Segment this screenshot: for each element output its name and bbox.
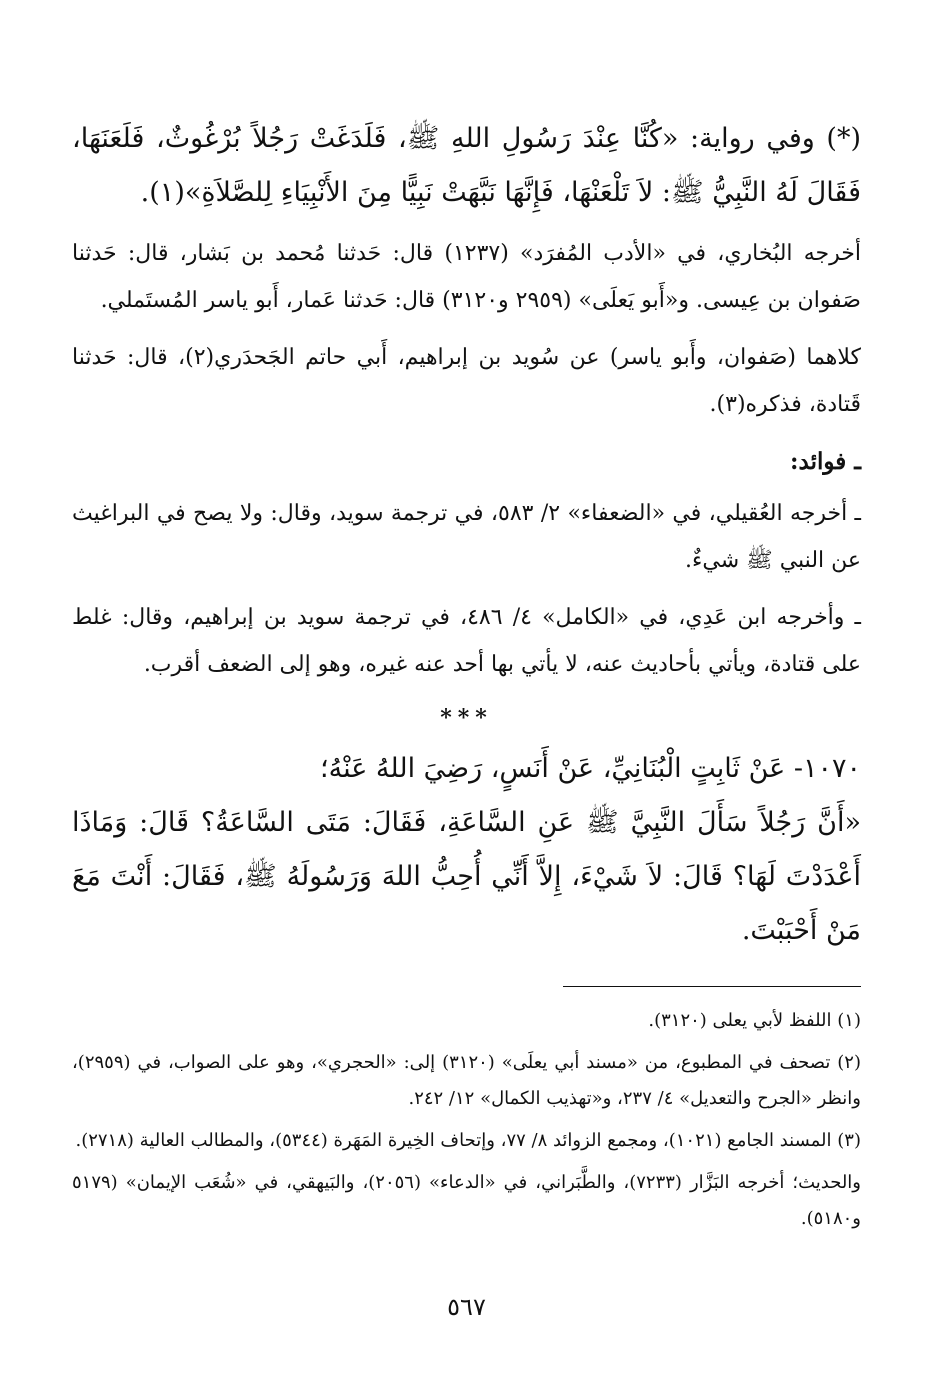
narration-variant: (*) وفي رواية: «كُنَّا عِنْدَ رَسُولِ اللهِ ﷺ، فَلَدَغَتْ رَجُلاً بُرْغُوثٌ، فَلَعَنَهَا، فَقَالَ لَهُ النَّبِيُّ ﷺ: لاَ تَلْعَنْهَا، فَإِنَّهَا نَبَّهَتْ نَبِيًّا مِنَ الأَنْبِيَاءِ لِلصَّلاَةِ»(١). bbox=[72, 123, 861, 208]
page-number: ٥٦٧ bbox=[447, 1293, 486, 1321]
footnote-divider bbox=[563, 986, 861, 987]
fawaid-item: ـ وأخرجه ابن عَدِي، في «الكامل» ٤/ ٤٨٦، في ترجمة سويد بن إبراهيم، وقال: غلط على قتادة، ويأتي بأحاديث عنه، لا يأتي بها أحد عنه غيره، وهو إلى الضعف أقرب. bbox=[72, 605, 861, 677]
footnote: (٢) تصحف في المطبوع، من «مسند أبي يعلَى» (٣١٢٠) إلى: «الحجري»، وهو على الصواب، في (٢٩٥٩)، وانظر «الجرح والتعديل» ٤/ ٢٣٧، و«تهذيب الكمال» ١٢/ ٢٤٢. bbox=[72, 1052, 861, 1109]
isnad-paragraph: كلاهما (صَفوان، وأَبو ياسر) عن سُويد بن إبراهيم، أَبي حاتم الجَحدَري(٢)، قال: حَدثنا قَتادة، فذكره(٣). bbox=[72, 345, 861, 417]
hadith-text: «أَنَّ رَجُلاً سَأَلَ النَّبِيَّ ﷺ عَنِ السَّاعَةِ، فَقَالَ: مَتَى السَّاعَةُ؟ قَالَ: وَمَاذَا أَعْدَدْتَ لَهَا؟ قَالَ: لاَ شَيْءَ، إِلاَّ أَنِّي أُحِبُّ اللهَ وَرَسُولَهُ ﷺ، فَقَالَ: أَنْتَ مَعَ مَنْ أَحْبَبْتَ. bbox=[72, 807, 861, 946]
fawaid-heading: ـ فوائد: bbox=[790, 448, 861, 475]
section-separator: *** bbox=[440, 705, 493, 731]
fawaid-item: ـ أخرجه العُقيلي، في «الضعفاء» ٢/ ٥٨٣، في ترجمة سويد، وقال: ولا يصح في البراغيث عن النبي ﷺ شيءٌ. bbox=[72, 501, 862, 573]
footnote: (٣) المسند الجامع (١٠٢١)، ومجمع الزوائد ٨/ ٧٧، وإتحاف الخِيرة المَهَرة (٥٣٤٤)، والمطالب العالية (٢٧١٨). bbox=[75, 1130, 861, 1151]
takhrij-paragraph: أخرجه البُخاري، في «الأدب المُفرَد» (١٢٣٧) قال: حَدثنا مُحمد بن بَشار، قال: حَدثنا صَفوان بن عِيسى. و«أَبو يَعلَى» (٢٩٥٩ و٣١٢٠) قال: حَدثنا عَمار، أَبو ياسر المُستَملي. bbox=[72, 241, 862, 313]
footnote: والحديث؛ أخرجه البَزَّار (٧٢٣٣)، والطَّبَراني، في «الدعاء» (٢٠٥٦)، والبَيهقي، في «شُعَب الإيمان» (٥١٧٩ و٥١٨٠). bbox=[72, 1172, 861, 1229]
hadith-header: ١٠٧٠- عَنْ ثَابِتٍ الْبُنَانِيِّ، عَنْ أَنَسٍ، رَضِيَ اللهُ عَنْهُ؛ bbox=[320, 753, 861, 784]
footnote: (١) اللفظ لأبي يعلى (٣١٢٠). bbox=[648, 1010, 861, 1031]
